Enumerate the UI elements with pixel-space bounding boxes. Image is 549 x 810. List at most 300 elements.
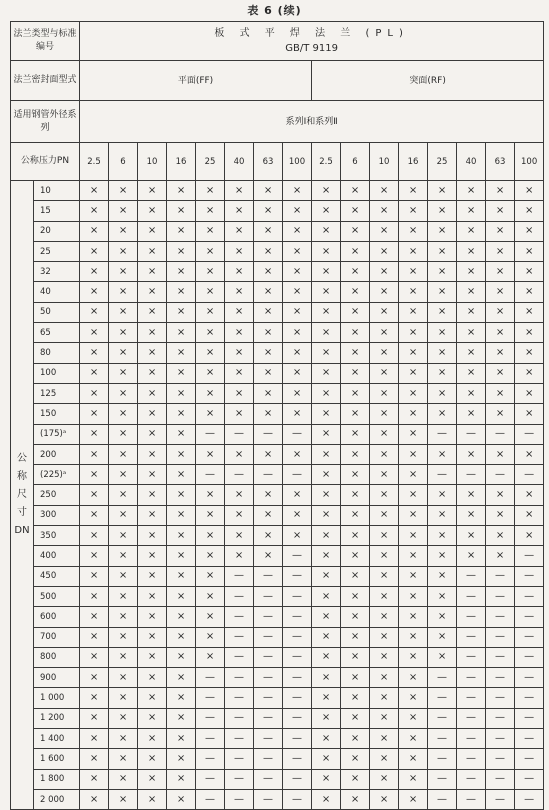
applicable-mark: × [341,201,370,221]
not-applicable-mark: — [486,627,515,647]
applicable-mark: × [80,546,109,566]
applicable-mark: × [370,668,399,688]
applicable-mark: × [486,383,515,403]
applicable-mark: × [312,241,341,261]
applicable-mark: × [167,729,196,749]
applicable-mark: × [167,546,196,566]
applicable-mark: × [80,221,109,241]
applicable-mark: × [283,181,312,201]
not-applicable-mark: — [515,647,544,667]
applicable-mark: × [109,485,138,505]
applicable-mark: × [399,586,428,606]
applicable-mark: × [254,262,283,282]
applicable-mark: × [312,201,341,221]
applicable-mark: × [109,383,138,403]
applicable-mark: × [138,262,167,282]
applicable-mark: × [370,181,399,201]
applicable-mark: × [167,323,196,343]
applicable-mark: × [80,627,109,647]
applicable-mark: × [283,343,312,363]
applicable-mark: × [428,607,457,627]
applicable-mark: × [138,526,167,546]
not-applicable-mark: — [283,668,312,688]
dn-value: 40 [34,282,80,302]
table-row [11,181,544,201]
dn-label [11,181,34,810]
not-applicable-mark: — [225,729,254,749]
not-applicable-mark: — [254,769,283,789]
applicable-mark: × [167,769,196,789]
standard-code: GB/T 9119 [285,43,338,54]
applicable-mark: × [167,566,196,586]
not-applicable-mark: — [486,789,515,809]
applicable-mark: × [457,505,486,525]
not-applicable-mark: — [225,607,254,627]
applicable-mark: × [138,241,167,261]
applicable-mark: × [109,363,138,383]
applicable-mark: × [138,586,167,606]
applicable-mark: × [457,383,486,403]
applicable-mark: × [167,647,196,667]
dn-label-char: 公 [17,453,27,465]
applicable-mark: × [370,607,399,627]
dn-value: 1 400 [34,729,80,749]
applicable-mark: × [138,546,167,566]
applicable-mark: × [370,262,399,282]
not-applicable-mark: — [196,769,225,789]
pn-value: 100 [515,143,544,181]
applicable-mark: × [399,444,428,464]
applicable-mark: × [283,282,312,302]
applicable-mark: × [370,769,399,789]
applicable-mark: × [341,302,370,322]
applicable-mark: × [312,404,341,424]
table-row [11,586,544,606]
not-applicable-mark: — [515,627,544,647]
table-row [11,729,544,749]
table-row [11,465,544,485]
pn-value: 2.5 [80,143,109,181]
applicable-mark: × [515,302,544,322]
not-applicable-mark: — [515,465,544,485]
not-applicable-mark: — [486,647,515,667]
applicable-mark: × [341,668,370,688]
applicable-mark: × [80,769,109,789]
not-applicable-mark: — [283,708,312,728]
applicable-mark: × [80,262,109,282]
applicable-mark: × [196,627,225,647]
flange-type-label: 法兰类型与标准编号 [11,22,80,61]
not-applicable-mark: — [196,789,225,809]
not-applicable-mark: — [486,586,515,606]
applicable-mark: × [196,302,225,322]
applicable-mark: × [80,241,109,261]
applicable-mark: × [341,627,370,647]
applicable-mark: × [138,302,167,322]
dn-value: 20 [34,221,80,241]
applicable-mark: × [399,769,428,789]
applicable-mark: × [80,343,109,363]
not-applicable-mark: — [283,546,312,566]
applicable-mark: × [486,262,515,282]
applicable-mark: × [486,343,515,363]
applicable-mark: × [341,647,370,667]
applicable-mark: × [515,526,544,546]
applicable-mark: × [457,526,486,546]
applicable-mark: × [515,221,544,241]
not-applicable-mark: — [283,607,312,627]
not-applicable-mark: — [283,627,312,647]
applicable-mark: × [486,485,515,505]
not-applicable-mark: — [283,729,312,749]
applicable-mark: × [399,729,428,749]
pn-value: 40 [225,143,254,181]
dn-value: 350 [34,526,80,546]
applicable-mark: × [370,424,399,444]
dn-value: (225)ᵃ [34,465,80,485]
applicable-mark: × [486,546,515,566]
not-applicable-mark: — [225,586,254,606]
not-applicable-mark: — [457,647,486,667]
applicable-mark: × [109,789,138,809]
applicable-mark: × [80,323,109,343]
applicable-mark: × [515,241,544,261]
applicable-mark: × [370,201,399,221]
applicable-mark: × [225,404,254,424]
applicable-mark: × [312,708,341,728]
applicable-mark: × [341,586,370,606]
table-row [11,789,544,809]
not-applicable-mark: — [283,749,312,769]
applicable-mark: × [370,749,399,769]
applicable-mark: × [109,607,138,627]
applicable-mark: × [486,282,515,302]
applicable-mark: × [399,241,428,261]
applicable-mark: × [167,607,196,627]
applicable-mark: × [109,241,138,261]
dn-value: 65 [34,323,80,343]
applicable-mark: × [370,444,399,464]
applicable-mark: × [138,181,167,201]
applicable-mark: × [80,424,109,444]
dn-value: 25 [34,241,80,261]
applicable-mark: × [196,607,225,627]
not-applicable-mark: — [428,708,457,728]
applicable-mark: × [399,485,428,505]
applicable-mark: × [138,343,167,363]
applicable-mark: × [428,343,457,363]
applicable-mark: × [515,343,544,363]
not-applicable-mark: — [515,566,544,586]
applicable-mark: × [428,627,457,647]
not-applicable-mark: — [196,465,225,485]
not-applicable-mark: — [225,708,254,728]
applicable-mark: × [486,526,515,546]
applicable-mark: × [138,607,167,627]
face-ff: 平面(FF) [80,61,312,101]
not-applicable-mark: — [486,688,515,708]
applicable-mark: × [80,302,109,322]
applicable-mark: × [515,485,544,505]
not-applicable-mark: — [196,688,225,708]
applicable-mark: × [109,221,138,241]
not-applicable-mark: — [254,566,283,586]
applicable-mark: × [312,526,341,546]
applicable-mark: × [225,323,254,343]
applicable-mark: × [80,566,109,586]
not-applicable-mark: — [254,465,283,485]
applicable-mark: × [312,668,341,688]
applicable-mark: × [486,323,515,343]
applicable-mark: × [341,729,370,749]
applicable-mark: × [399,607,428,627]
applicable-mark: × [109,262,138,282]
applicable-mark: × [109,647,138,667]
applicable-mark: × [370,241,399,261]
applicable-mark: × [109,729,138,749]
applicable-mark: × [138,688,167,708]
applicable-mark: × [109,708,138,728]
not-applicable-mark: — [457,769,486,789]
pn-value: 16 [399,143,428,181]
applicable-mark: × [515,181,544,201]
table-row [11,546,544,566]
applicable-mark: × [370,647,399,667]
table-row [11,607,544,627]
applicable-mark: × [399,404,428,424]
dn-value: 500 [34,586,80,606]
applicable-mark: × [312,769,341,789]
applicable-mark: × [312,444,341,464]
applicable-mark: × [399,789,428,809]
applicable-mark: × [167,424,196,444]
applicable-mark: × [341,546,370,566]
not-applicable-mark: — [515,789,544,809]
applicable-mark: × [225,444,254,464]
applicable-mark: × [370,566,399,586]
applicable-mark: × [109,404,138,424]
applicable-mark: × [457,485,486,505]
applicable-mark: × [138,221,167,241]
dn-value: 600 [34,607,80,627]
applicable-mark: × [370,221,399,241]
applicable-mark: × [341,485,370,505]
not-applicable-mark: — [283,566,312,586]
flange-type-cell [80,22,544,61]
applicable-mark: × [80,505,109,525]
applicable-mark: × [399,323,428,343]
applicable-mark: × [341,323,370,343]
table-row [11,749,544,769]
applicable-mark: × [138,789,167,809]
applicable-mark: × [167,688,196,708]
applicable-mark: × [312,688,341,708]
applicable-mark: × [312,749,341,769]
table-row [11,241,544,261]
applicable-mark: × [225,485,254,505]
applicable-mark: × [254,241,283,261]
applicable-mark: × [312,546,341,566]
applicable-mark: × [138,363,167,383]
applicable-mark: × [167,505,196,525]
dn-label-char: 称 [17,471,27,483]
applicable-mark: × [167,262,196,282]
table-row [11,302,544,322]
applicable-mark: × [312,323,341,343]
not-applicable-mark: — [196,729,225,749]
applicable-mark: × [196,526,225,546]
applicable-mark: × [196,201,225,221]
applicable-mark: × [428,485,457,505]
applicable-mark: × [341,282,370,302]
not-applicable-mark: — [225,668,254,688]
applicable-mark: × [370,526,399,546]
applicable-mark: × [312,505,341,525]
applicable-mark: × [196,647,225,667]
applicable-mark: × [80,729,109,749]
applicable-mark: × [515,323,544,343]
applicable-mark: × [370,363,399,383]
dn-value: 700 [34,627,80,647]
table-row [11,343,544,363]
applicable-mark: × [167,282,196,302]
applicable-mark: × [196,221,225,241]
table-row [11,363,544,383]
applicable-mark: × [109,444,138,464]
applicable-mark: × [341,181,370,201]
applicable-mark: × [138,404,167,424]
applicable-mark: × [109,343,138,363]
applicable-mark: × [399,749,428,769]
applicable-mark: × [254,505,283,525]
not-applicable-mark: — [254,688,283,708]
applicable-mark: × [167,201,196,221]
applicable-mark: × [196,363,225,383]
dn-value: 1 600 [34,749,80,769]
applicable-mark: × [138,627,167,647]
applicable-mark: × [370,546,399,566]
applicable-mark: × [138,647,167,667]
applicable-mark: × [109,323,138,343]
applicable-mark: × [167,708,196,728]
dn-value: 1 800 [34,769,80,789]
applicable-mark: × [341,505,370,525]
applicable-mark: × [341,749,370,769]
not-applicable-mark: — [254,668,283,688]
applicable-mark: × [196,282,225,302]
applicable-mark: × [399,262,428,282]
applicable-mark: × [80,749,109,769]
not-applicable-mark: — [428,668,457,688]
not-applicable-mark: — [515,708,544,728]
applicable-mark: × [196,343,225,363]
applicable-mark: × [428,586,457,606]
not-applicable-mark: — [225,647,254,667]
applicable-mark: × [486,302,515,322]
not-applicable-mark: — [515,688,544,708]
table-row [11,769,544,789]
not-applicable-mark: — [254,586,283,606]
applicable-mark: × [428,404,457,424]
applicable-mark: × [254,282,283,302]
dn-value: 800 [34,647,80,667]
applicable-mark: × [370,404,399,424]
applicable-mark: × [457,343,486,363]
not-applicable-mark: — [515,769,544,789]
applicable-mark: × [254,302,283,322]
dn-value: 250 [34,485,80,505]
applicable-mark: × [138,566,167,586]
applicable-mark: × [138,729,167,749]
applicable-mark: × [254,323,283,343]
applicable-mark: × [109,181,138,201]
not-applicable-mark: — [428,749,457,769]
applicable-mark: × [254,201,283,221]
dn-label-char: 尺 [17,489,27,501]
pn-value: 25 [428,143,457,181]
applicable-mark: × [428,181,457,201]
applicable-mark: × [196,586,225,606]
dn-value: 450 [34,566,80,586]
applicable-mark: × [399,526,428,546]
applicable-mark: × [341,404,370,424]
applicable-mark: × [138,424,167,444]
not-applicable-mark: — [225,769,254,789]
applicable-mark: × [80,181,109,201]
applicable-mark: × [80,607,109,627]
applicable-mark: × [225,526,254,546]
applicable-mark: × [283,241,312,261]
applicable-mark: × [312,607,341,627]
applicable-mark: × [283,404,312,424]
applicable-mark: × [486,181,515,201]
table-row [11,688,544,708]
applicable-mark: × [80,485,109,505]
applicable-mark: × [341,566,370,586]
applicable-mark: × [341,363,370,383]
applicable-mark: × [341,789,370,809]
applicable-mark: × [283,485,312,505]
applicable-mark: × [457,241,486,261]
applicable-mark: × [225,201,254,221]
applicable-mark: × [283,363,312,383]
applicable-mark: × [515,201,544,221]
not-applicable-mark: — [196,749,225,769]
applicable-mark: × [196,546,225,566]
applicable-mark: × [486,505,515,525]
applicable-mark: × [515,282,544,302]
applicable-mark: × [109,424,138,444]
not-applicable-mark: — [457,586,486,606]
applicable-mark: × [370,485,399,505]
applicable-mark: × [138,749,167,769]
applicable-mark: × [138,769,167,789]
applicable-mark: × [254,343,283,363]
applicable-mark: × [109,282,138,302]
not-applicable-mark: — [486,607,515,627]
applicable-mark: × [283,444,312,464]
applicable-mark: × [167,668,196,688]
dn-value: 300 [34,505,80,525]
not-applicable-mark: — [486,566,515,586]
applicable-mark: × [138,465,167,485]
applicable-mark: × [370,383,399,403]
table-row [11,485,544,505]
applicable-mark: × [428,282,457,302]
not-applicable-mark: — [515,546,544,566]
applicable-mark: × [109,201,138,221]
applicable-mark: × [312,647,341,667]
